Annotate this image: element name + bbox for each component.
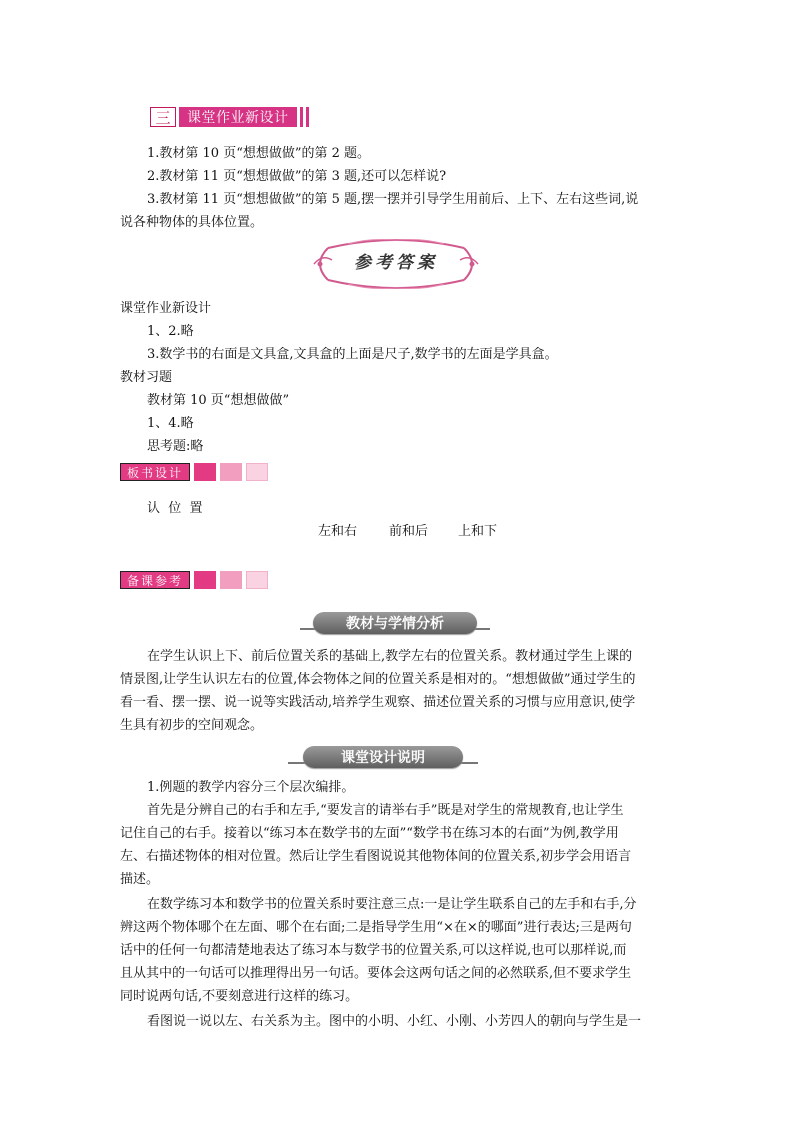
board-item: 上和下 xyxy=(458,524,498,539)
design-line: 1.例题的教学内容分三个层次编排。 xyxy=(147,780,355,795)
prep-header xyxy=(120,571,268,589)
board-item: 前和后 xyxy=(389,524,429,539)
design-line: 看图说一说以左、右关系为主。图中的小明、小红、小刚、小芳四人的朝向与学生是一 xyxy=(147,1014,642,1029)
board-item: 左和右 xyxy=(318,524,358,539)
design-line: 话中的任何一句都清楚地表达了练习本与数学书的位置关系,可以这样说,也可以那样说,而 xyxy=(120,943,627,958)
design-line: 描述。 xyxy=(120,872,160,887)
decorative-bar xyxy=(300,107,303,127)
design-line: 辨这两个物体哪个在左面、哪个在右面;二是指导学生用“×在×的哪面”进行表达;三是两句 xyxy=(120,920,632,935)
analysis-title: 教材与学情分析 xyxy=(313,612,477,634)
answer-line: 1、4.略 xyxy=(147,416,194,431)
analysis-line: 在学生认识上下、前后位置关系的基础上,教学左右的位置关系。教材通过学生上课的 xyxy=(147,649,633,664)
answer-line: 思考题:略 xyxy=(147,439,204,454)
analysis-line: 看一看、摆一摆、说一说等实践活动,培养学生观察、描述位置关系的习惯与应用意识,使学 xyxy=(120,695,636,710)
section-header xyxy=(150,106,309,128)
homework-item-3-cont: 说各种物体的具体位置。 xyxy=(120,215,264,230)
section-title: 课堂作业新设计 xyxy=(179,107,297,127)
homework-item-2: 2.教材第 11 页“想想做做”的第 3 题,还可以怎样说? xyxy=(147,169,447,184)
decorative-bar xyxy=(306,107,309,127)
answer-heading-exercises: 教材习题 xyxy=(120,370,173,385)
design-line: 在数学练习本和数学书的位置关系时要注意三点:一是让学生联系自己的左手和右手,分 xyxy=(147,897,637,912)
design-line: 左、右描述物体的相对位置。然后让学生看图说说其他物体间的位置关系,初步学会用语言 xyxy=(120,849,632,864)
decorative-square xyxy=(246,463,268,481)
section-number: 三 xyxy=(150,107,176,127)
homework-item-1: 1.教材第 10 页“想想做做”的第 2 题。 xyxy=(147,146,371,161)
design-line: 且从其中的一句话可以推理得出另一句话。要体会这两句话之间的必然联系,但不要求学生 xyxy=(120,966,632,981)
design-title: 课堂设计说明 xyxy=(303,746,463,768)
decorative-square xyxy=(246,571,268,589)
decorative-square xyxy=(220,463,242,481)
answer-heading-homework: 课堂作业新设计 xyxy=(120,301,212,316)
homework-item-3: 3.教材第 11 页“想想做做”的第 5 题,摆一摆并引导学生用前后、上下、左右这些词,说 xyxy=(147,192,639,207)
board-title: 认 位 置 xyxy=(147,501,203,516)
analysis-line: 情景图,让学生认识左右的位置,体会物体之间的位置关系是相对的。“想想做做”通过学生的 xyxy=(120,672,636,687)
decorative-square xyxy=(194,463,216,481)
decorative-square xyxy=(194,571,216,589)
board-design-label: 板书设计 xyxy=(120,463,190,481)
board-design-header xyxy=(120,463,268,481)
design-line: 首先是分辨自己的右手和左手,“要发言的请举右手”既是对学生的常规教育,也让学生 xyxy=(147,803,624,818)
answer-banner xyxy=(308,234,484,294)
analysis-line: 生具有初步的空间观念。 xyxy=(120,718,264,733)
answer-line: 1、2.略 xyxy=(147,324,194,339)
decorative-square xyxy=(220,571,242,589)
answer-banner-title: 参考答案 xyxy=(354,253,438,273)
answer-line: 教材第 10 页“想想做做” xyxy=(147,393,290,408)
answer-line: 3.数学书的右面是文具盒,文具盒的上面是尺子,数学书的左面是学具盒。 xyxy=(147,347,558,362)
prep-label: 备课参考 xyxy=(120,571,190,589)
design-line: 记住自己的右手。接着以“练习本在数学书的左面”“数学书在练习本的右面”为例,教学用 xyxy=(120,826,619,841)
design-line: 同时说两句话,不要刻意进行这样的练习。 xyxy=(120,989,359,1004)
